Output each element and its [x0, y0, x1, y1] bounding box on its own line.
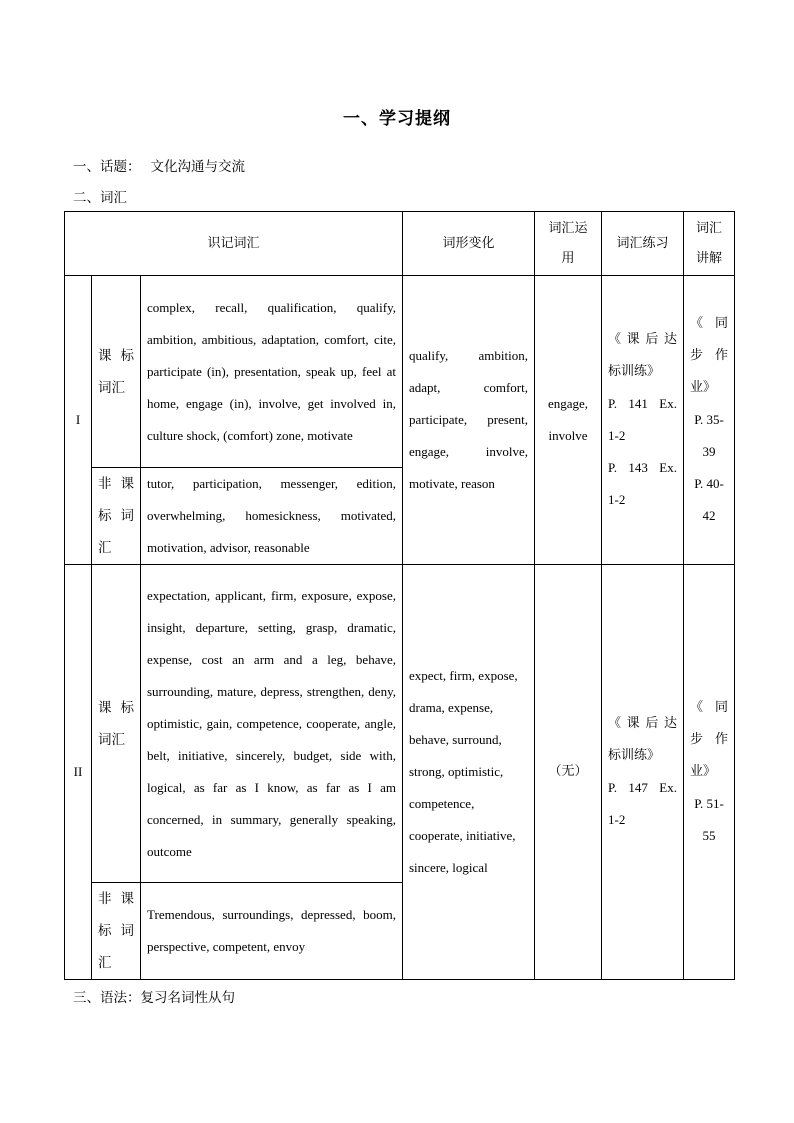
unit-1-explain-line1: 《 同: [690, 316, 728, 331]
unit-2-noncurriculum-label-line3: 汇: [98, 955, 112, 971]
unit-1-usage: engage, involve: [535, 276, 602, 565]
page-title: 一、学习提纲: [343, 109, 451, 129]
unit-1-practice-line4: 1-2: [608, 428, 626, 443]
unit-1-practice-line2: 标训练》: [608, 364, 661, 379]
topic-value: 文化沟通与交流: [150, 159, 245, 175]
unit-1-numeral: I: [65, 276, 92, 565]
unit-2-numeral: II: [65, 565, 92, 980]
unit-2-curriculum-label-line2: 词汇: [98, 731, 125, 748]
header-usage-line1: 词汇运: [548, 220, 588, 236]
unit-2-curriculum-words: expectation, applicant, firm, exposure, expose, insight, departure, setting, grasp, dramatic, expense, cost an arm and a leg, behave, surrounding, mature, depress, strengthen, deny, optimistic, gain, competence, cooperate, angle, belt, initiative, sincerely, budget, side with, logical, as far as I know, as far as I am concerned, in summary, generally speaking, outcome: [141, 565, 403, 883]
unit-1-noncurriculum-label: [92, 468, 141, 565]
unit-1-explain-line3: 业》: [690, 380, 717, 395]
unit-2-forms: expect, firm, expose, drama, expense, behave, surround, strong, optimistic, competence, cooperate, initiative, sincere, logical: [403, 565, 535, 980]
header-usage-line2: 用: [561, 250, 575, 266]
unit-1-explain-line4: P. 35-: [694, 412, 724, 427]
unit-1-practice-line6: 1-2: [608, 492, 626, 507]
header-practice: 词汇练习: [602, 212, 684, 276]
unit-1-explain: [684, 276, 735, 565]
unit-1-forms: qualify, ambition, adapt, comfort, participate, present, engage, involve, motivate, reason: [403, 276, 535, 565]
header-recognize: 识记词汇: [65, 212, 403, 276]
unit-2-practice: [602, 565, 684, 980]
header-row: [65, 212, 735, 276]
topic-label: 一、话题：: [73, 159, 141, 175]
unit-2-noncurriculum-label-line1: 非 课: [98, 891, 134, 907]
vocab-heading: 二、词汇: [73, 190, 127, 206]
unit-1-noncurriculum-label-line1: 非 课: [98, 476, 134, 492]
unit-2-noncurriculum-label: [92, 883, 141, 980]
header-explain-line1: 词汇: [695, 220, 722, 236]
unit-2-explain-line4: P. 51-: [694, 796, 724, 811]
unit-2-explain: [684, 565, 735, 980]
header-usage: [535, 212, 602, 276]
unit-2-explain-line5: 55: [702, 828, 716, 843]
unit-1-curriculum-row: [65, 276, 735, 468]
unit-2-noncurriculum-label-line2: 标 词: [98, 923, 134, 939]
grammar-value: 复习名词性从句: [140, 990, 235, 1006]
unit-1-explain-line2: 步 作: [690, 348, 728, 363]
grammar-label: 三、语法：: [73, 990, 141, 1006]
unit-1-explain-line7: 42: [702, 508, 716, 523]
unit-2-explain-line3: 业》: [690, 764, 717, 779]
header-explain-line2: 讲解: [695, 250, 722, 266]
unit-1-explain-line6: P. 40-: [694, 476, 724, 491]
unit-1-curriculum-label-line2: 词汇: [98, 379, 125, 396]
unit-2-practice-line2: 标训练》: [608, 748, 661, 763]
grammar-line: [73, 986, 235, 1006]
vocab-table: [64, 211, 735, 980]
unit-1-explain-line5: 39: [702, 444, 716, 459]
unit-2-usage: （无）: [535, 565, 602, 980]
topic-line: [73, 155, 245, 175]
unit-1-practice-line3: P. 141 Ex.: [608, 396, 677, 411]
unit-2-practice-line4: 1-2: [608, 812, 626, 827]
unit-2-curriculum-row: [65, 565, 735, 883]
unit-2-practice-line1: 《 课 后 达: [608, 716, 677, 731]
header-forms: 词形变化: [403, 212, 535, 276]
unit-1-practice-line5: P. 143 Ex.: [608, 460, 677, 475]
unit-2-explain-line1: 《 同: [690, 700, 728, 715]
unit-1-curriculum-label: [92, 276, 141, 468]
unit-2-practice-line3: P. 147 Ex.: [608, 780, 677, 795]
unit-1-curriculum-label-line1: 课 标: [98, 347, 134, 364]
unit-1-practice: [602, 276, 684, 565]
unit-1-noncurriculum-words: tutor, participation, messenger, edition, overwhelming, homesickness, motivated, motivation, advisor, reasonable: [141, 468, 403, 565]
header-explain: [684, 212, 735, 276]
unit-1-noncurriculum-label-line2: 标 词: [98, 508, 134, 524]
unit-2-noncurriculum-words: Tremendous, surroundings, depressed, boom, perspective, competent, envoy: [141, 883, 403, 980]
unit-1-noncurriculum-label-line3: 汇: [98, 540, 112, 556]
unit-1-practice-line1: 《 课 后 达: [608, 332, 677, 347]
unit-2-explain-line2: 步 作: [690, 732, 728, 747]
unit-2-curriculum-label: [92, 565, 141, 883]
unit-2-curriculum-label-line1: 课 标: [98, 699, 134, 716]
unit-1-curriculum-words: complex, recall, qualification, qualify, ambition, ambitious, adaptation, comfort, cite, participate (in), presentation, speak up, feel at home, engage (in), involve, get involved in, culture shock, (comfort) zone, motivate: [141, 276, 403, 468]
